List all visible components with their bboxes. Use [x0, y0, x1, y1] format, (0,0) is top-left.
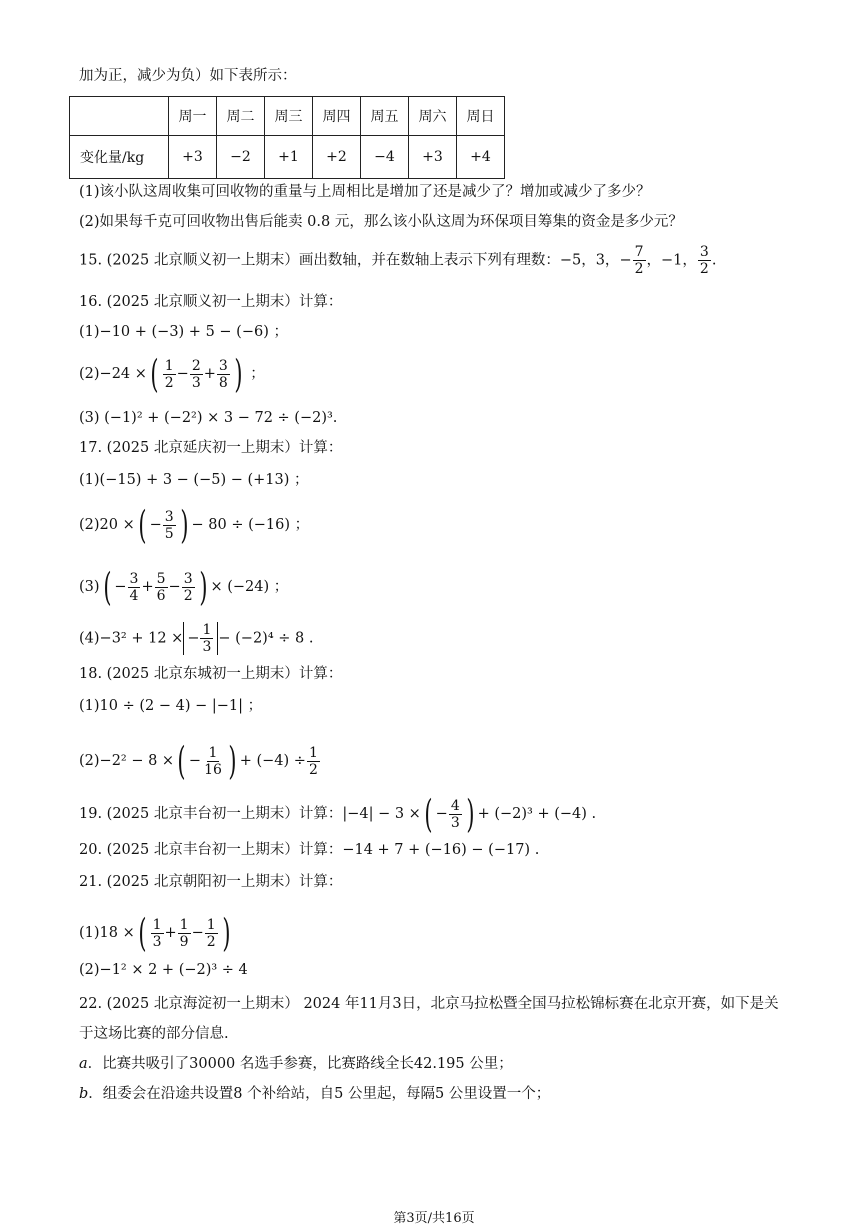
frac [163, 509, 176, 542]
table-row-label: 变化量/kg [70, 136, 169, 179]
q22-line2: 于这场比赛的部分信息. [79, 1026, 229, 1042]
table-value-cell: +2 [313, 136, 361, 179]
left-paren: ( [150, 352, 159, 396]
right-paren: ) [180, 503, 189, 547]
table-day-cell: 周六 [409, 97, 457, 136]
q16-part2-lead: −24 × [99, 366, 147, 382]
q15-line [79, 244, 716, 277]
q15-frac2 [698, 244, 711, 277]
page-footer: 第3页/共16页 [393, 1211, 475, 1226]
frac [163, 358, 176, 391]
table-value-cell: +3 [169, 136, 217, 179]
frac-numerator: 1 [164, 357, 174, 374]
frac [202, 745, 224, 778]
q18-part2-lead: −2² − 8 × [99, 753, 175, 769]
frac-denominator: 2 [206, 933, 216, 950]
q21-part1-lead: 18 × [99, 925, 135, 941]
table-day-cell: 周二 [217, 97, 265, 136]
frac-numerator: 1 [202, 622, 212, 638]
frac-numerator: 3 [218, 357, 228, 374]
q19-prefix: 19. (2025 北京丰台初一上期末）计算：|−4| − 3 × [79, 806, 421, 822]
table-day-cell: 周一 [169, 97, 217, 136]
q16-header: 16. (2025 北京顺义初一上期末）计算： [79, 294, 343, 310]
frac [155, 571, 168, 604]
frac-numerator: 4 [450, 797, 460, 814]
frac-numerator: 1 [208, 744, 218, 761]
frac-denominator: 2 [183, 587, 193, 604]
frac-denominator: 5 [164, 525, 174, 542]
table-header-row [70, 97, 505, 136]
q21-header: 21. (2025 北京朝阳初一上期末）计算： [79, 874, 343, 890]
absolute-value [183, 622, 218, 655]
q17-part2-lead: 20 × [99, 517, 135, 533]
item-a-label: a [79, 1056, 88, 1072]
frac [200, 622, 213, 655]
frac-denominator: 2 [699, 261, 709, 277]
q17-part2-tail: − 80 ÷ (−16) ； [191, 517, 310, 533]
frac-denominator: 16 [204, 761, 222, 778]
q21-part1-label: (1) [79, 925, 100, 941]
frac-denominator: 9 [179, 933, 189, 950]
table-value-row [70, 136, 505, 179]
left-paren: ( [102, 565, 112, 609]
q21-part1 [79, 911, 234, 955]
q17-part3-label: (3) [79, 579, 100, 595]
q18-part2-mid: + (−4) ÷ [239, 753, 306, 769]
q15-end: . [711, 252, 717, 269]
frac-sign: − [114, 579, 127, 595]
frac-sign: − [188, 753, 202, 769]
q22-item-b [79, 1084, 550, 1104]
frac-numerator: 2 [191, 357, 201, 374]
frac-denominator: 4 [129, 587, 139, 604]
q15-prefix: 15. (2025 北京顺义初一上期末）画出数轴，并在数轴上表示下列有理数：−5，3， [79, 252, 620, 269]
q16-part2 [79, 352, 265, 396]
frac [182, 571, 195, 604]
item-b-label: b [79, 1086, 89, 1102]
q16-part1: (1)−10 + (−3) + 5 − (−6) ； [79, 324, 288, 340]
operator: − [176, 366, 189, 382]
table-day-cell: 周日 [457, 97, 505, 136]
frac-denominator: 3 [202, 639, 212, 655]
frac-denominator: 3 [191, 374, 201, 391]
frac-numerator: 3 [183, 570, 193, 587]
q17-part4-tail: − (−2)⁴ ÷ 8 . [218, 630, 314, 647]
q17-part4 [79, 622, 313, 655]
frac-numerator: 1 [152, 916, 162, 933]
q18-part2-label: (2) [79, 753, 100, 769]
table-day-cell: 周三 [265, 97, 313, 136]
q14-part2: (2)如果每千克可回收物出售后能卖 0.8 元，那么该小队这周为环保项目筹集的资金是多少元？ [79, 214, 683, 230]
q16-part2-label: (2) [79, 366, 100, 382]
q22-line1: 22. (2025 北京海淀初一上期末） 2024 年11月3日，北京马拉松暨全国马拉松锦标赛在北京开赛，如下是关 [79, 996, 779, 1012]
frac-denominator: 3 [450, 814, 460, 831]
q17-part4-label: (4) [79, 630, 100, 647]
table-day-cell: 周五 [361, 97, 409, 136]
frac-sign: − [149, 517, 162, 533]
frac-numerator: 1 [179, 916, 189, 933]
q21-part2: (2)−1² × 2 + (−2)³ ÷ 4 [79, 962, 248, 978]
frac-numerator: 3 [699, 244, 709, 260]
q17-part2-label: (2) [79, 517, 100, 533]
table-day-cell: 周四 [313, 97, 361, 136]
frac-numerator: 1 [206, 916, 216, 933]
q16-part2-end: ； [250, 366, 265, 382]
frac-numerator: 5 [156, 570, 166, 587]
right-paren: ) [222, 911, 231, 955]
frac-denominator: 3 [152, 933, 162, 950]
frac [151, 917, 164, 950]
frac-denominator: 2 [634, 261, 644, 277]
table-value-cell: −2 [217, 136, 265, 179]
q17-part2 [79, 503, 310, 547]
frac [178, 917, 191, 950]
left-paren: ( [424, 792, 433, 836]
intro-text: 加为正，减少为负）如下表所示： [79, 68, 297, 84]
frac [217, 358, 230, 391]
frac-numerator: 3 [129, 570, 139, 587]
operator: − [168, 579, 181, 595]
q17-part4-lead: −3² + 12 × [99, 630, 184, 647]
q18-part2 [79, 739, 321, 783]
frac [190, 358, 203, 391]
table-value-cell: +4 [457, 136, 505, 179]
frac-numerator: 1 [308, 744, 318, 761]
table-value-cell: +1 [265, 136, 313, 179]
table-corner-cell [70, 97, 169, 136]
left-paren: ( [138, 911, 147, 955]
frac-denominator: 8 [218, 374, 228, 391]
item-a-text: ．比赛共吸引了30000 名选手参赛，比赛路线全长42.195 公里； [87, 1056, 513, 1072]
left-paren: ( [138, 503, 147, 547]
right-paren: ) [198, 565, 208, 609]
q14-part1: (1)该小队这周收集可回收物的重量与上周相比是增加了还是减少了？增加或减少了多少？ [79, 184, 651, 200]
frac-numerator: 3 [164, 508, 174, 525]
frac [128, 571, 141, 604]
frac-numerator: 7 [634, 244, 644, 260]
table-value-cell: +3 [409, 136, 457, 179]
q18-header: 18. (2025 北京东城初一上期末）计算： [79, 666, 343, 682]
q15-frac1-sign: − [619, 252, 632, 269]
frac [307, 745, 320, 778]
operator: − [191, 925, 204, 941]
operator: + [203, 366, 216, 382]
right-paren: ) [234, 352, 243, 396]
left-paren: ( [177, 739, 186, 783]
right-paren: ) [466, 792, 475, 836]
frac-denominator: 6 [156, 587, 166, 604]
q20-line: 20. (2025 北京丰台初一上期末）计算：−14 + 7 + (−16) − (−17) . [79, 842, 540, 858]
q17-part3-tail: × (−24) ； [210, 579, 289, 595]
q18-part1: (1)10 ÷ (2 − 4) − |−1| ； [79, 698, 263, 714]
q19-tail: + (−2)³ + (−4) . [477, 806, 597, 822]
q15-mid: ，−1， [646, 252, 697, 269]
frac-sign: − [435, 806, 448, 822]
q19-line [79, 792, 597, 836]
q16-part3: (3) (−1)² + (−2²) × 3 − 72 ÷ (−2)³. [79, 410, 338, 426]
q17-part1: (1)(−15) + 3 − (−5) − (+13) ； [79, 472, 309, 488]
frac [205, 917, 218, 950]
frac-denominator: 2 [308, 761, 318, 778]
item-b-text: ．组委会在沿途共设置8 个补给站，自5 公里起，每隔5 公里设置一个； [88, 1086, 551, 1102]
frac-denominator: 2 [164, 374, 174, 391]
q15-frac1 [633, 244, 646, 277]
right-paren: ) [228, 739, 237, 783]
q22-item-a [79, 1054, 513, 1074]
frac [449, 798, 462, 831]
frac-sign: − [187, 630, 200, 647]
q17-part3 [79, 565, 289, 609]
operator: + [141, 579, 154, 595]
table-value-cell: −4 [361, 136, 409, 179]
q17-header: 17. (2025 北京延庆初一上期末）计算： [79, 440, 343, 456]
weight-change-table [69, 96, 505, 179]
operator: + [164, 925, 177, 941]
